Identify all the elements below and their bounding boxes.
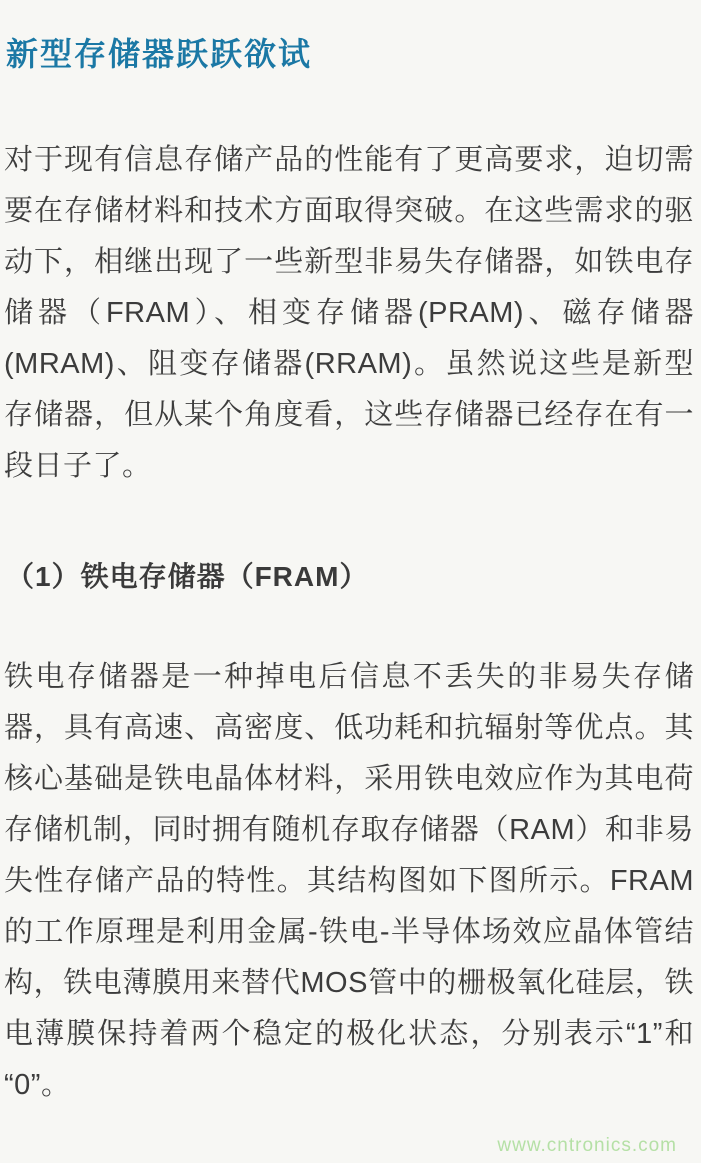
watermark-site-url: www.cntronics.com	[497, 1135, 677, 1156]
section-paragraph-fram: 铁电存储器是一种掉电后信息不丢失的非易失存储器，具有高速、高密度、低功耗和抗辐射等优点。其核心基础是铁电晶体材料，采用铁电效应作为其电荷存储机制，同时拥有随机存取存储器（RAM）和非易失性存储产品的特性。其结构图如下图所示。FRAM的工作原理是利用金属-铁电-半导体场效应晶体管结构，铁电薄膜用来替代MOS管中的栅极氧化硅层，铁电薄膜保持着两个稳定的极化状态，分别表示“1”和“0”。	[4, 661, 694, 1101]
article-title: 新型存储器跃跃欲试	[6, 36, 313, 72]
section-heading-fram: （1）铁电存储器（FRAM）	[6, 561, 369, 592]
intro-paragraph: 对于现有信息存储产品的性能有了更高要求，迫切需要在存储材料和技术方面取得突破。在这些需求的驱动下，相继出现了一些新型非易失存储器，如铁电存储器（FRAM）、相变存储器(PRAM)、磁存储器(MRAM)、阻变存储器(RRAM)。虽然说这些是新型存储器，但从某个角度看，这些存储器已经存在有一段日子了。	[4, 144, 694, 482]
